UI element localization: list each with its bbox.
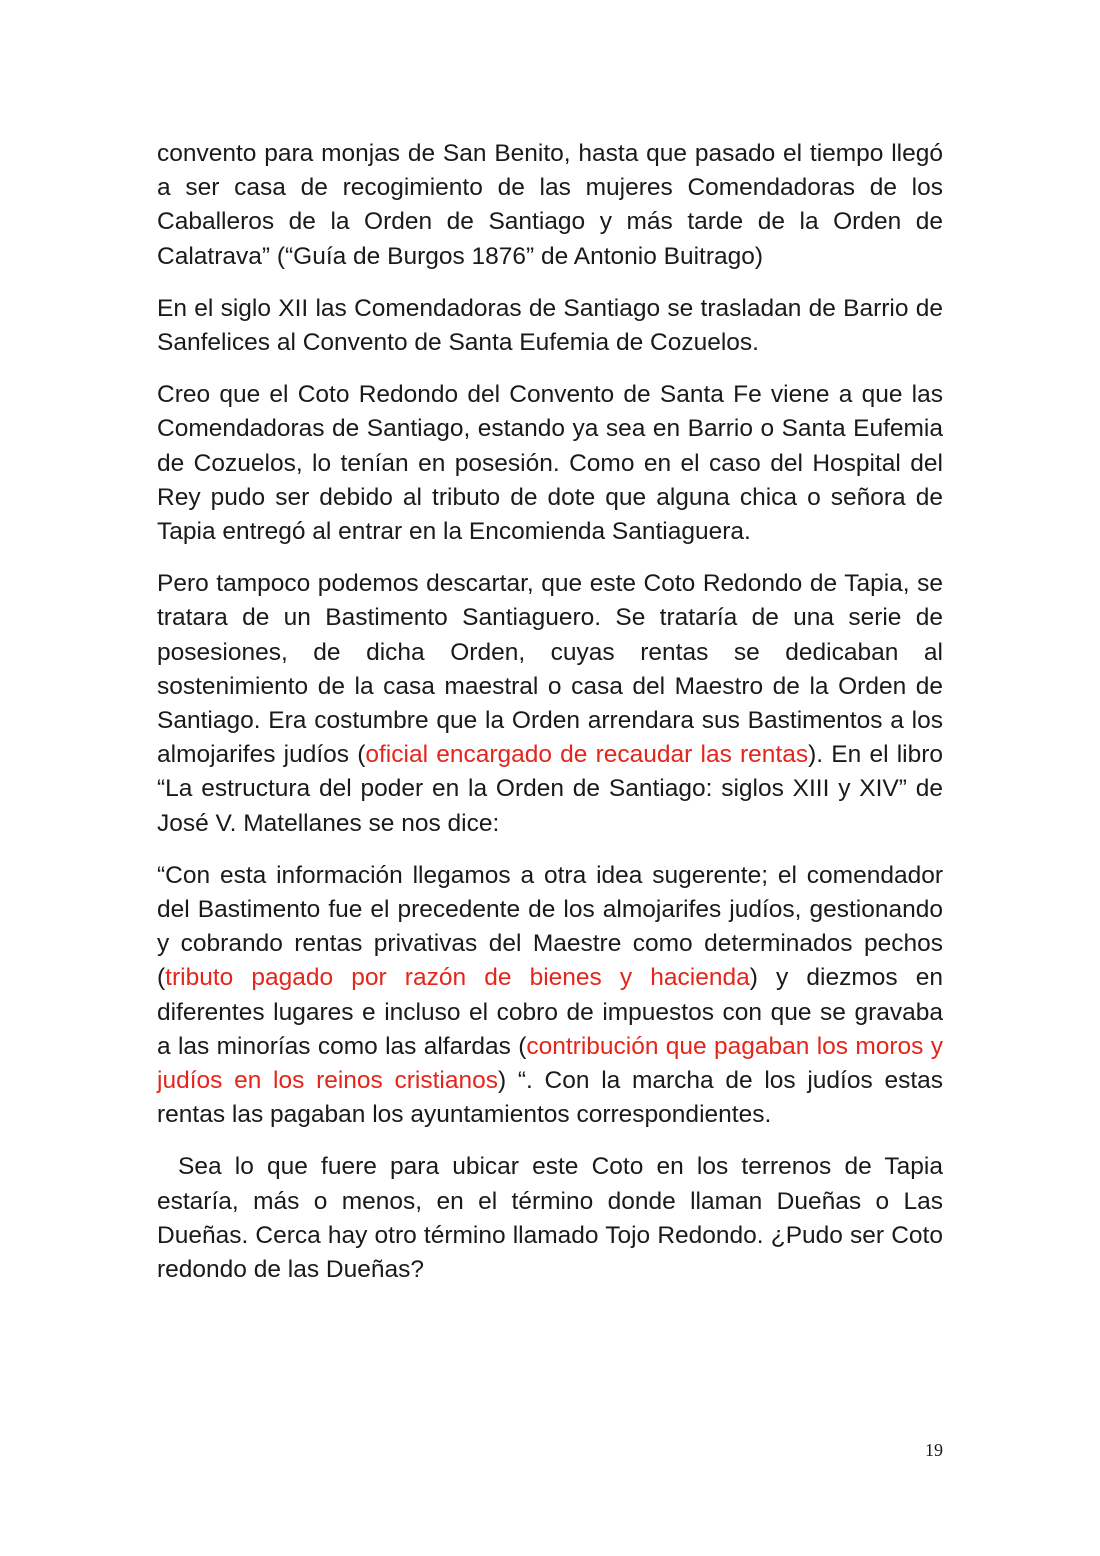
paragraph-4-text-a: Pero tampoco podemos descartar, que este Coto Redondo de Tapia, se tratara de un Bastimento Santiaguero. Se trataría de una serie de posesiones, de dicha Orden, cuyas rentas se dedicaban al sostenimiento de la casa maestral o casa del Maestro de la Orden de Santiago. Era costumbre que la Orden arrendara sus Bastimentos a los almojarifes judíos ( (157, 570, 943, 769)
paragraph-1 (157, 137, 943, 274)
paragraph-5-text-c: ) “. Con la marcha de los judíos estas rentas las pagaban los ayuntamientos correspondientes. (157, 1067, 944, 1129)
paragraph-3-text: Creo que el Coto Redondo del Convento de Santa Fe viene a que las Comendadoras de Santiago, estando ya sea en Barrio o Santa Eufemia de Cozuelos, lo tenían en posesión. Como en el caso del Hospital del Rey pudo ser debido al tributo de dote que alguna chica o señora de Tapia entregó al entrar en la Encomienda Santiaguera. (157, 381, 943, 546)
paragraph-6 (157, 1150, 943, 1287)
paragraph-5-highlight-alfardas-definition: contribución que pagaban los moros y judíos en los reinos cristianos (157, 1032, 943, 1095)
paragraph-3 (157, 378, 943, 549)
document-body (157, 137, 943, 1305)
paragraph-5-text-a: “Con esta información llegamos a otra idea sugerente; el comendador del Bastimento fue el precedente de los almojarifes judíos, gestionando y cobrando rentas privativas del Maestre como determinados pechos ( (157, 861, 943, 992)
page-number: 19 (925, 1440, 943, 1460)
paragraph-5-quote (157, 859, 943, 1133)
paragraph-2-text: En el siglo XII las Comendadoras de Santiago se trasladan de Barrio de Sanfelices al Convento de Santa Eufemia de Cozuelos. (157, 294, 943, 357)
paragraph-4 (157, 567, 943, 841)
paragraph-1-text: convento para monjas de San Benito, hasta que pasado el tiempo llegó a ser casa de recogimiento de las mujeres Comendadoras de los Caballeros de la Orden de Santiago y más tarde de la Orden de Calatrava” (“Guía de Burgos 1876” de Antonio Buitrago) (157, 140, 943, 270)
paragraph-5-text-b: ) y diezmos en diferentes lugares e incluso el cobro de impuestos con que se gravaba a las minorías como las alfardas ( (157, 964, 943, 1060)
paragraph-5-highlight-pechos-definition: tributo pagado por razón de bienes y hacienda (165, 964, 750, 992)
paragraph-6-text: Sea lo que fuere para ubicar este Coto en los terrenos de Tapia estaría, más o menos, en el término donde llaman Dueñas o Las Dueñas. Cerca hay otro término llamado Tojo Redondo. ¿Pudo ser Coto redondo de las Dueñas? (157, 1153, 943, 1284)
paragraph-2 (157, 292, 943, 360)
paragraph-4-text-b: ). En el libro “La estructura del poder en la Orden de Santiago: siglos XIII y XIV” de José V. Matellanes se nos dice: (157, 741, 943, 837)
paragraph-4-highlight-almojarife-definition: oficial encargado de recaudar las rentas (365, 741, 809, 769)
